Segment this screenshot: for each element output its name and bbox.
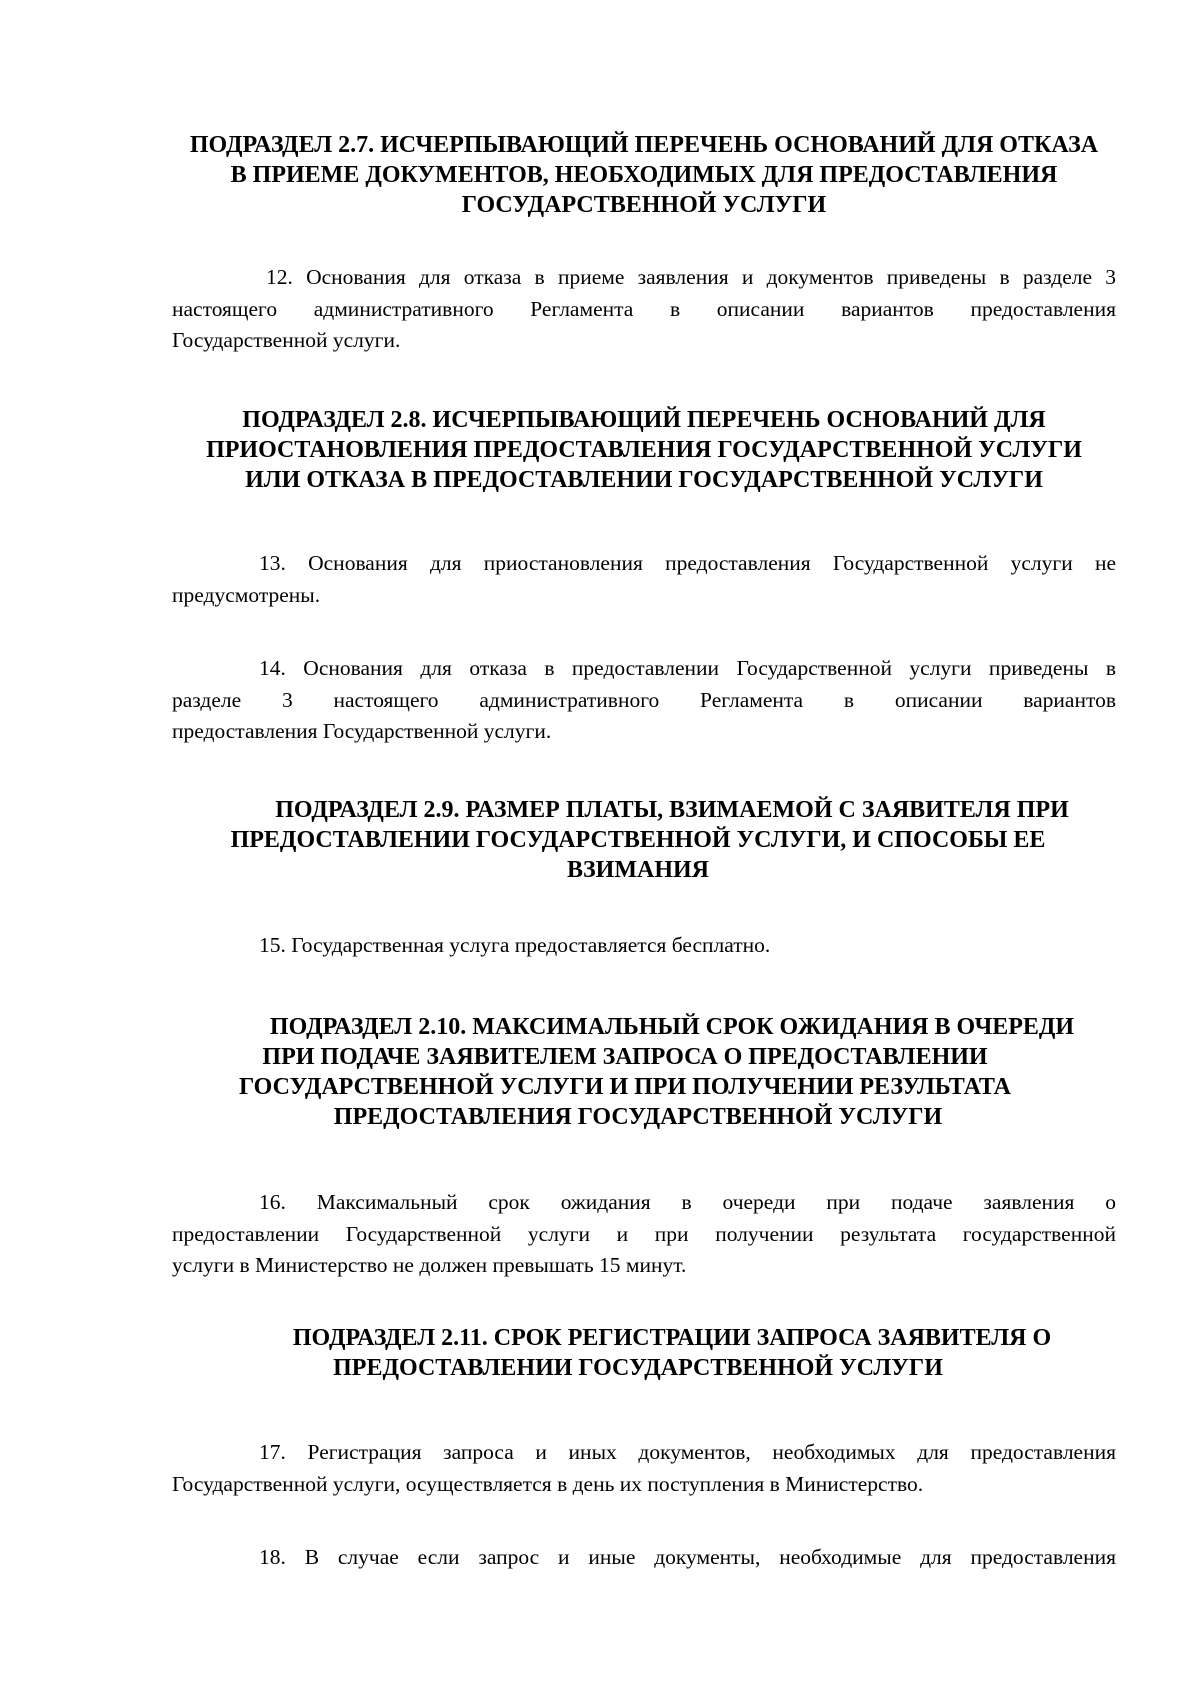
heading-line: ПРЕДОСТАВЛЕНИИ ГОСУДАРСТВЕННОЙ УСЛУГИ <box>333 1355 943 1381</box>
section-heading-2-11 <box>200 1323 1144 1383</box>
heading-line: ПОДРАЗДЕЛ 2.7. ИСЧЕРПЫВАЮЩИЙ ПЕРЕЧЕНЬ ОСНОВАНИЙ ДЛЯ ОТКАЗА <box>189 132 1099 158</box>
heading-line: ПРЕДОСТАВЛЕНИЯ ГОСУДАРСТВЕННОЙ УСЛУГИ <box>333 1104 943 1130</box>
heading-line: ИЛИ ОТКАЗА В ПРЕДОСТАВЛЕНИИ ГОСУДАРСТВЕННОЙ УСЛУГИ <box>245 467 1043 493</box>
paragraph-line: предоставления Государственной услуги. <box>172 719 552 743</box>
paragraph-14 <box>172 653 1116 748</box>
paragraph-line: Государственной услуги. <box>172 328 401 352</box>
heading-line: ПОДРАЗДЕЛ 2.9. РАЗМЕР ПЛАТЫ, ВЗИМАЕМОЙ С ЗАЯВИТЕЛЯ ПРИ <box>275 797 1069 823</box>
section-heading-2-10 <box>200 1012 1144 1132</box>
heading-line: ГОСУДАРСТВЕННОЙ УСЛУГИ <box>461 192 827 218</box>
heading-line: ПРИОСТАНОВЛЕНИЯ ПРЕДОСТАВЛЕНИЯ ГОСУДАРСТВЕННОЙ УСЛУГИ <box>206 437 1082 463</box>
paragraph-line: разделе 3 настоящего административного Регламента в описании вариантов <box>172 687 1116 712</box>
paragraph-line: предусмотрены. <box>172 582 321 607</box>
paragraph-line: настоящего административного Регламента в описании вариантов предоставления <box>172 296 1116 321</box>
paragraph-line: 15. Государственная услуга предоставляется бесплатно. <box>259 933 771 957</box>
heading-line: ПРЕДОСТАВЛЕНИИ ГОСУДАРСТВЕННОЙ УСЛУГИ, И СПОСОБЫ ЕЕ <box>230 827 1046 853</box>
paragraph-line: 17. Регистрация запроса и иных документов, необходимых для предоставления <box>259 1440 1116 1464</box>
heading-line: ГОСУДАРСТВЕННОЙ УСЛУГИ И ПРИ ПОЛУЧЕНИИ РЕЗУЛЬТАТА <box>239 1074 1011 1100</box>
paragraph-line: 13. Основания для приостановления предоставления Государственной услуги не <box>259 551 1116 575</box>
paragraph-18 <box>172 1542 1116 1574</box>
heading-line: ПОДРАЗДЕЛ 2.8. ИСЧЕРПЫВАЮЩИЙ ПЕРЕЧЕНЬ ОСНОВАНИЙ ДЛЯ <box>242 407 1046 433</box>
paragraph-line: 12. Основания для отказа в приеме заявления и документов приведены в разделе 3 <box>266 265 1116 289</box>
heading-line: ПОДРАЗДЕЛ 2.11. СРОК РЕГИСТРАЦИИ ЗАПРОСА ЗАЯВИТЕЛЯ О <box>292 1325 1052 1351</box>
heading-line: ПРИ ПОДАЧЕ ЗАЯВИТЕЛЕМ ЗАПРОСА О ПРЕДОСТАВЛЕНИИ <box>262 1044 988 1070</box>
paragraph-line: 14. Основания для отказа в предоставлении Государственной услуги приведены в <box>259 656 1116 680</box>
paragraph-13 <box>172 548 1116 611</box>
section-heading-2-7 <box>172 130 1116 220</box>
heading-line: ВЗИМАНИЯ <box>567 857 709 883</box>
section-heading-2-9 <box>200 795 1144 885</box>
paragraph-17 <box>172 1437 1116 1500</box>
paragraph-12 <box>172 262 1116 357</box>
paragraph-line: Государственной услуги, осуществляется в день их поступления в Министерство. <box>172 1471 924 1496</box>
paragraph-15 <box>172 930 1116 962</box>
paragraph-line: 18. В случае если запрос и иные документы, необходимые для предоставления <box>259 1545 1116 1569</box>
section-heading-2-8 <box>172 405 1116 495</box>
paragraph-line: предоставлении Государственной услуги и при получении результата государственной <box>172 1221 1116 1246</box>
paragraph-16 <box>172 1187 1116 1282</box>
heading-line: В ПРИЕМЕ ДОКУМЕНТОВ, НЕОБХОДИМЫХ ДЛЯ ПРЕДОСТАВЛЕНИЯ <box>230 162 1058 188</box>
heading-line: ПОДРАЗДЕЛ 2.10. МАКСИМАЛЬНЫЙ СРОК ОЖИДАНИЯ В ОЧЕРЕДИ <box>269 1014 1075 1040</box>
paragraph-line: услуги в Министерство не должен превышать 15 минут. <box>172 1253 687 1277</box>
paragraph-line: 16. Максимальный срок ожидания в очереди при подаче заявления о <box>259 1190 1116 1214</box>
